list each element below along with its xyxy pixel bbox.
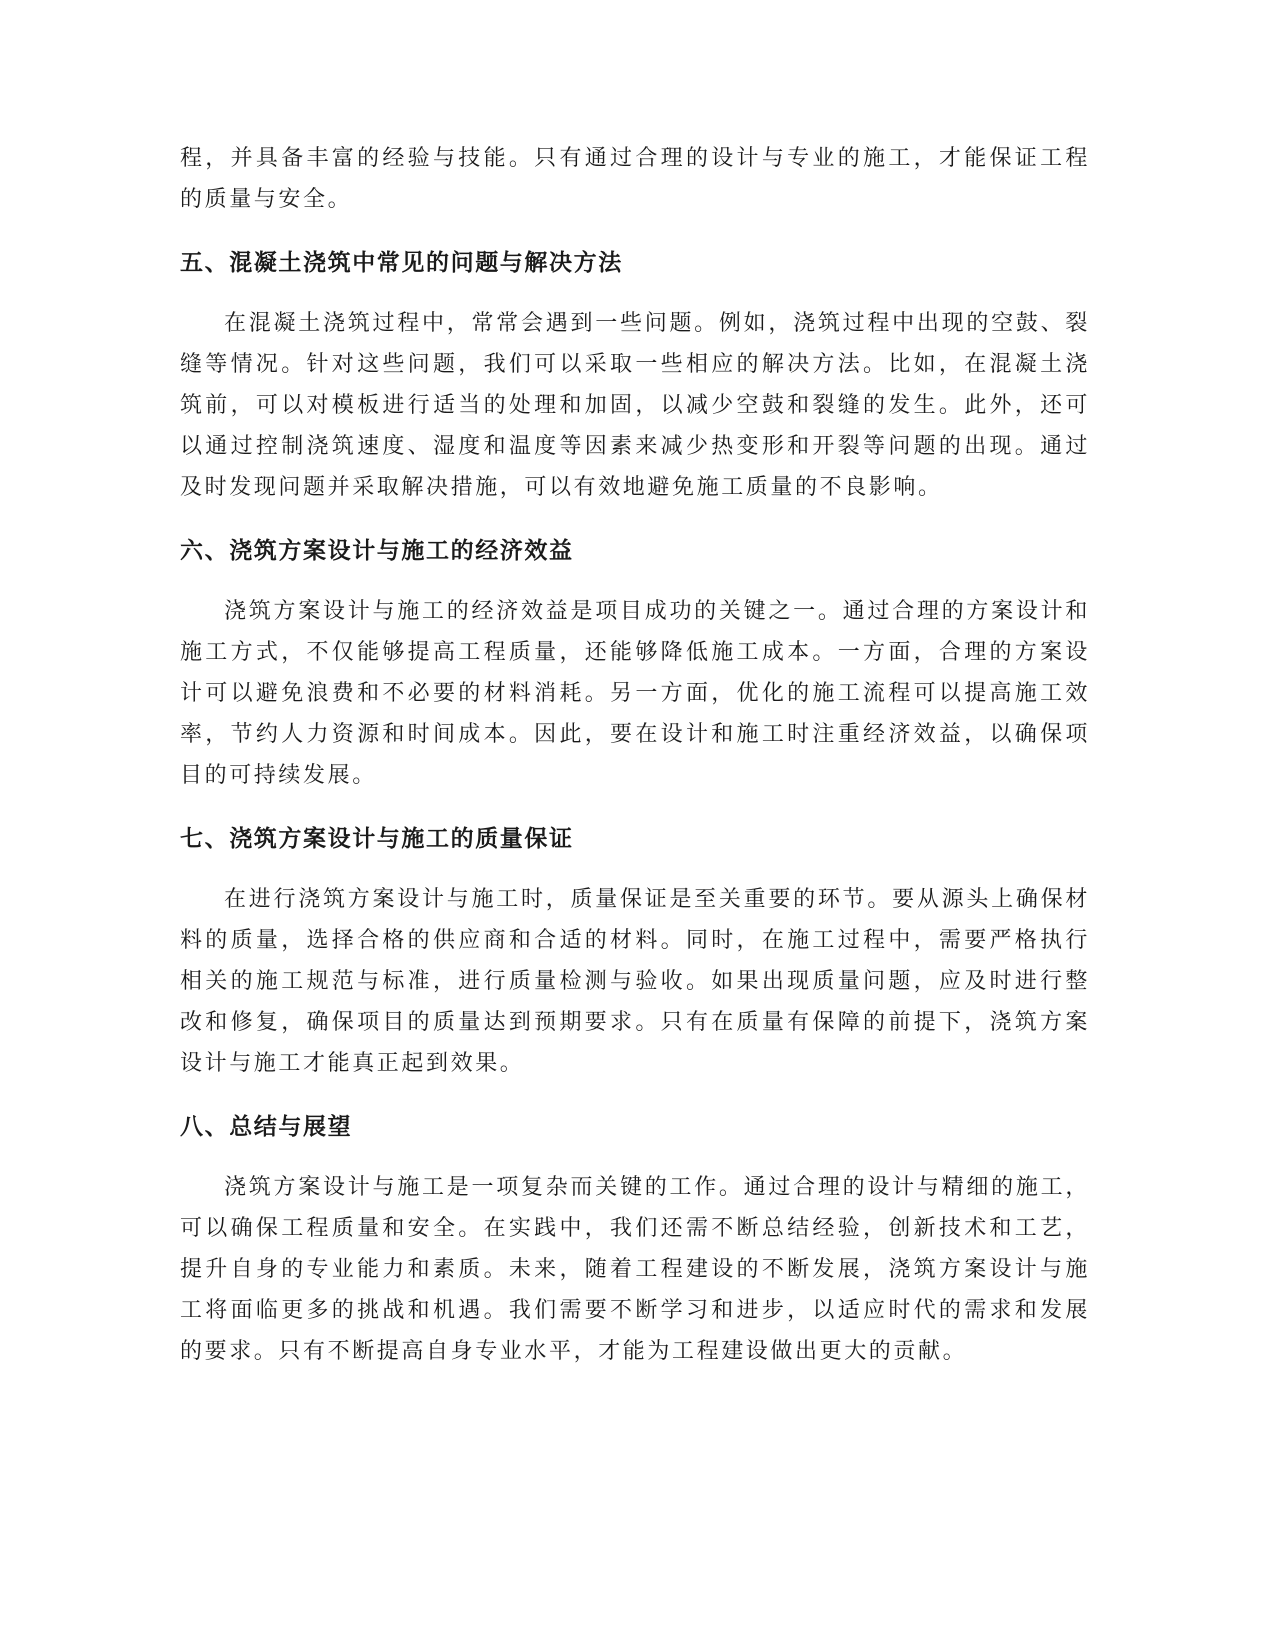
heading-spacer [180,1148,1090,1167]
document-page [180,138,1090,1372]
section-heading-8: 八、总结与展望 [180,1114,353,1140]
section-heading-6: 六、浇筑方案设计与施工的经济效益 [180,538,574,564]
section-spacer [180,508,1090,531]
intro-paragraph: 程，并具备丰富的经验与技能。只有通过合理的设计与专业的施工，才能保证工程的质量与安全。 [180,146,1090,212]
section-body-6: 浇筑方案设计与施工的经济效益是项目成功的关键之一。通过合理的方案设计和施工方式，不仅能够提高工程质量，还能够降低施工成本。一方面，合理的方案设计可以避免浪费和不必要的材料消耗。另一方面，优化的施工流程可以提高施工效率，节约人力资源和时间成本。因此，要在设计和施工时注重经济效益，以确保项目的可持续发展。 [180,599,1090,788]
section-spacer [180,796,1090,819]
heading-spacer [180,860,1090,879]
heading-spacer [180,572,1090,591]
section-heading-5: 五、混凝土浇筑中常见的问题与解决方法 [180,250,623,276]
section-spacer [180,220,1090,243]
section-body-5: 在混凝土浇筑过程中，常常会遇到一些问题。例如，浇筑过程中出现的空鼓、裂缝等情况。针对这些问题，我们可以采取一些相应的解决方法。比如，在混凝土浇筑前，可以对模板进行适当的处理和加固，以减少空鼓和裂缝的发生。此外，还可以通过控制浇筑速度、湿度和温度等因素来减少热变形和开裂等问题的出现。通过及时发现问题并采取解决措施，可以有效地避免施工质量的不良影响。 [180,311,1090,500]
heading-spacer [180,284,1090,303]
section-body-7: 在进行浇筑方案设计与施工时，质量保证是至关重要的环节。要从源头上确保材料的质量，选择合格的供应商和合适的材料。同时，在施工过程中，需要严格执行相关的施工规范与标准，进行质量检测与验收。如果出现质量问题，应及时进行整改和修复，确保项目的质量达到预期要求。只有在质量有保障的前提下，浇筑方案设计与施工才能真正起到效果。 [180,887,1090,1076]
section-body-8: 浇筑方案设计与施工是一项复杂而关键的工作。通过合理的设计与精细的施工，可以确保工程质量和安全。在实践中，我们还需不断总结经验，创新技术和工艺，提升自身的专业能力和素质。未来，随着工程建设的不断发展，浇筑方案设计与施工将面临更多的挑战和机遇。我们需要不断学习和进步，以适应时代的需求和发展的要求。只有不断提高自身专业水平，才能为工程建设做出更大的贡献。 [180,1175,1090,1364]
section-spacer [180,1084,1090,1107]
section-heading-7: 七、浇筑方案设计与施工的质量保证 [180,826,574,852]
